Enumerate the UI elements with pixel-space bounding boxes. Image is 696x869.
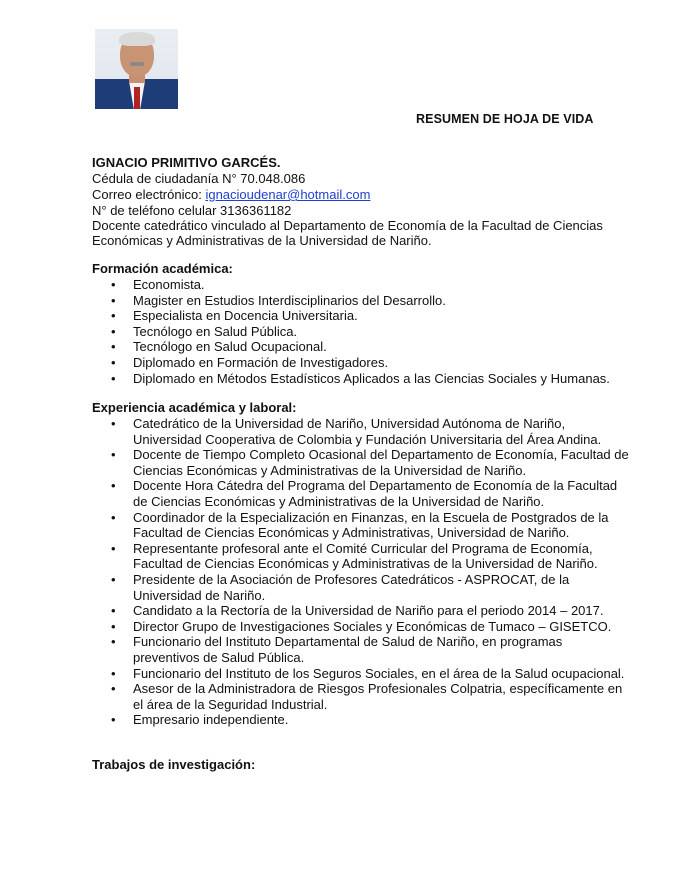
list-item: • Asesor de la Administradora de Riesgos Profesionales Colpatria, específicamente en el área de la Seguridad Industrial.	[92, 681, 632, 712]
list-item: • Tecnólogo en Salud Pública.	[92, 324, 632, 340]
photo-hair	[119, 32, 155, 46]
trabajos-heading: Trabajos de investigación:	[92, 757, 256, 772]
role-line-1: Docente catedrático vinculado al Departamento de Economía de la Facultad de Ciencias	[92, 218, 603, 233]
list-item: • Docente Hora Cátedra del Programa del Departamento de Economía de la Facultad de Ciencias Económicas y Administrativas de la Universidad de Nariño.	[92, 478, 632, 509]
email-link[interactable]: ignacioudenar@hotmail.com	[205, 187, 371, 202]
formacion-heading: Formación académica:	[92, 261, 233, 276]
photo-tie	[134, 87, 140, 109]
person-name: IGNACIO PRIMITIVO GARCÉS.	[92, 155, 281, 170]
list-item: • Candidato a la Rectoría de la Universidad de Nariño para el periodo 2014 – 2017.	[92, 603, 632, 619]
list-item: • Diplomado en Métodos Estadísticos Aplicados a las Ciencias Sociales y Humanas.	[92, 371, 632, 387]
list-item: • Diplomado en Formación de Investigadores.	[92, 355, 632, 371]
list-item: • Empresario independiente.	[92, 712, 632, 728]
formacion-list	[92, 277, 632, 386]
list-item: • Especialista en Docencia Universitaria.	[92, 308, 632, 324]
experiencia-heading: Experiencia académica y laboral:	[92, 400, 297, 415]
email-label: Correo electrónico:	[92, 187, 206, 202]
list-item: • Economista.	[92, 277, 632, 293]
list-item: • Director Grupo de Investigaciones Sociales y Económicas de Tumaco – GISETCO.	[92, 619, 632, 635]
id-line: Cédula de ciudadanía N° 70.048.086	[92, 171, 306, 186]
list-item: • Catedrático de la Universidad de Nariño, Universidad Autónoma de Nariño, Universidad Cooperativa de Colombia y Fundación Universitaria del Área Andina.	[92, 416, 632, 447]
experiencia-list	[92, 416, 632, 728]
email-line	[92, 187, 370, 203]
photo-mustache	[130, 62, 144, 66]
phone-line: N° de teléfono celular 3136361182	[92, 203, 292, 218]
list-item: • Presidente de la Asociación de Profesores Catedráticos - ASPROCAT, de la Universidad de Nariño.	[92, 572, 632, 603]
role-line-2: Económicas y Administrativas de la Universidad de Nariño.	[92, 233, 432, 248]
list-item: • Funcionario del Instituto de los Seguros Sociales, en el área de la Salud ocupacional.	[92, 666, 632, 682]
list-item: • Funcionario del Instituto Departamental de Salud de Nariño, en programas preventivos de Salud Pública.	[92, 634, 632, 665]
list-item: • Tecnólogo en Salud Ocupacional.	[92, 339, 632, 355]
profile-photo	[95, 29, 178, 109]
list-item: • Magister en Estudios Interdisciplinarios del Desarrollo.	[92, 293, 632, 309]
list-item: • Coordinador de la Especialización en Finanzas, en la Escuela de Postgrados de la Facultad de Ciencias Económicas y Administrativas, Universidad de Nariño.	[92, 510, 632, 541]
list-item: • Docente de Tiempo Completo Ocasional del Departamento de Economía, Facultad de Ciencias Económicas y Administrativas de la Universidad de Nariño.	[92, 447, 632, 478]
list-item: • Representante profesoral ante el Comité Curricular del Programa de Economía, Facultad de Ciencias Económicas y Administrativas de la Universidad de Nariño.	[92, 541, 632, 572]
document-title: RESUMEN DE HOJA DE VIDA	[416, 112, 594, 126]
